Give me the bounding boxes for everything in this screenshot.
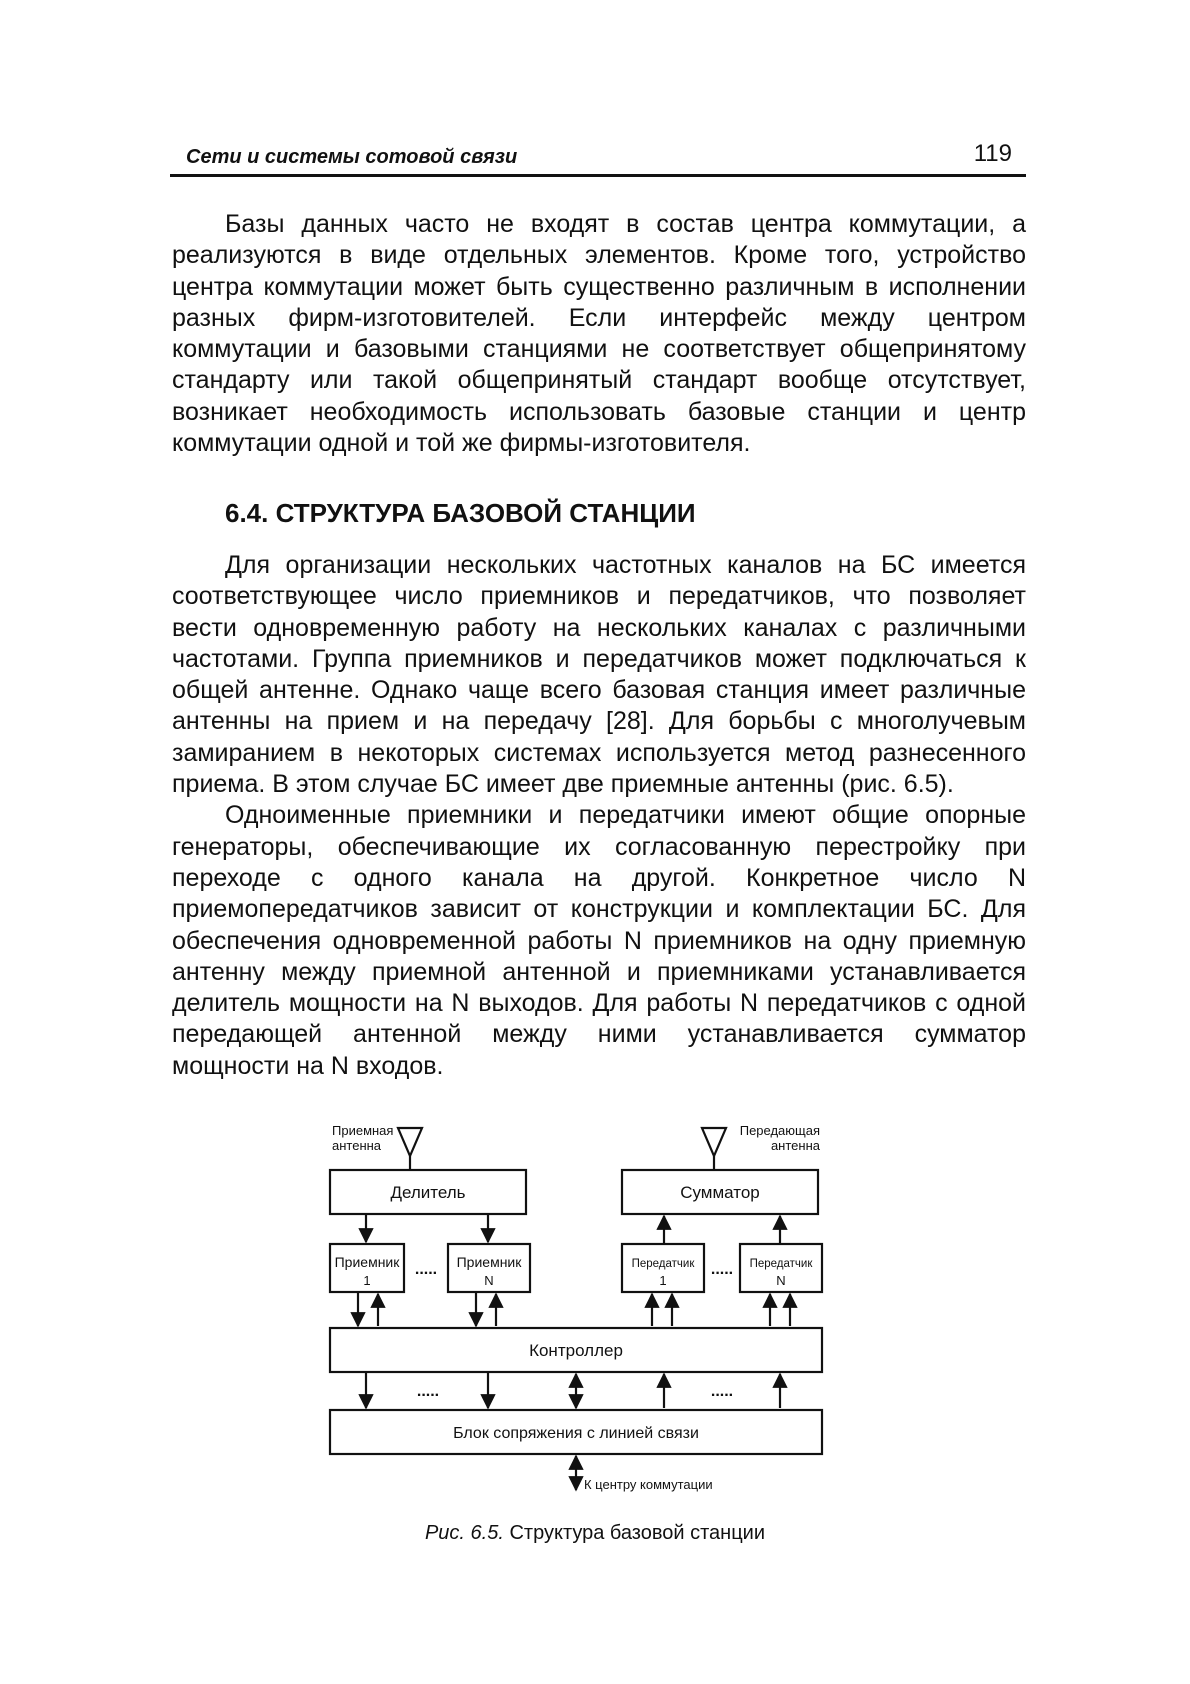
transmitter-n-label: Передатчик: [749, 1258, 813, 1270]
divider-label: Делитель: [390, 1183, 466, 1202]
figure-caption: [0, 1522, 1190, 1545]
ellipsis: .....: [710, 1383, 734, 1400]
paragraph: Базы данных часто не входят в состав центра коммутации, а реализуются в виде отдельных элементов. Кроме того, устройство центра коммутации может быть существенно различным в исполнении разных фирм-изготовителей. Если интерфейс между центром коммутации и базовыми станциями не соответствует общепринятому стандарту или такой общепринятый стандарт вообще отсутствует, возникает необходимость использовать базовые станции и центр коммутации одной и той же фирмы-изготовителя.: [172, 210, 1026, 458]
figure-number: Рис. 6.5.: [424, 1522, 504, 1544]
figure-title: Структура базовой станции: [503, 1522, 766, 1544]
ellipsis: .....: [416, 1383, 440, 1400]
receiver-1-label: Приемник: [334, 1254, 400, 1270]
line-interface-label: Блок сопряжения с линией связи: [453, 1425, 699, 1442]
receiver-1-index: 1: [363, 1273, 371, 1288]
base-station-diagram: [320, 1118, 880, 1538]
section-text: [172, 550, 1026, 1082]
rx-antenna-label: антенна: [332, 1138, 382, 1153]
receiver-n-label: Приемник: [456, 1254, 522, 1270]
tx-antenna-label: Передающая: [739, 1123, 820, 1138]
rx-antenna-label: Приемная: [332, 1123, 394, 1138]
transmitter-1-label: Передатчик: [631, 1258, 695, 1270]
ellipsis: .....: [710, 1261, 734, 1278]
running-head: [170, 140, 1026, 177]
tx-antenna-label: антенна: [770, 1138, 820, 1153]
ellipsis: .....: [414, 1261, 438, 1278]
controller-label: Контроллер: [529, 1341, 623, 1360]
paragraph: Одноименные приемники и передатчики имеют общие опорные генераторы, обеспечивающие их согласованную перестройку при переходе с одного канала на другой. Конкретное число N приемопередатчиков зависит от конструкции и комплектации БС. Для обеспечения одновременной работы N приемников на одну приемную антенну между приемной антенной и приемниками устанавливается делитель мощности на N выходов. Для работы N передатчиков с одной передающей антенной между ними устанавливается сумматор мощности на N входов.: [172, 801, 1026, 1080]
transmitter-1-index: 1: [659, 1273, 667, 1288]
receiver-n-index: N: [484, 1273, 494, 1288]
tx-antenna-icon: [702, 1128, 726, 1156]
paragraph: Для организации нескольких частотных каналов на БС имеется соответствующее число приемников и передатчиков, что позволяет вести одновременную работу на нескольких каналах с различными частотами. Группа приемников и передатчиков может подключаться к общей антенне. Однако чаще всего базовая станция имеет различные антенны на прием и на передачу [28]. Для борьбы с многолучевым замиранием в некоторых системах используется метод разнесенного приема. В этом случае БС имеет две приемные антенны (рис. 6.5).: [172, 551, 1026, 799]
combiner-label: Сумматор: [680, 1183, 760, 1202]
rx-antenna-icon: [398, 1128, 422, 1156]
diagram-canvas: [320, 1118, 880, 1538]
page-number: 119: [973, 140, 1012, 167]
section-heading: 6.4. СТРУКТУРА БАЗОВОЙ СТАНЦИИ: [225, 498, 696, 528]
switching-center-label: К центру коммутации: [584, 1477, 713, 1492]
transmitter-n-index: N: [776, 1273, 786, 1288]
running-title: Сети и системы сотовой связи: [186, 146, 518, 168]
intro-text: [172, 209, 1026, 459]
